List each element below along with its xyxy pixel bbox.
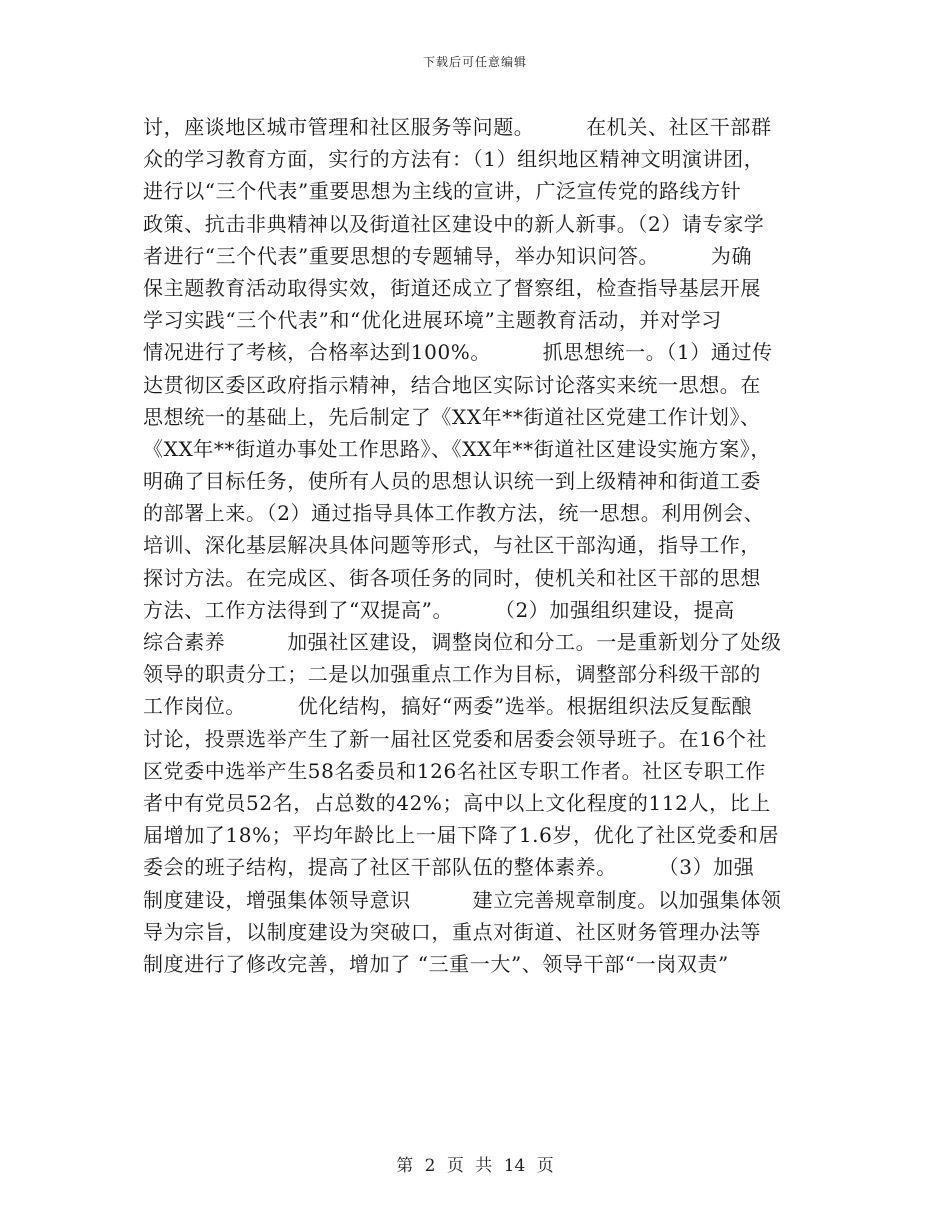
- body-line-5: 者进行“三个代表”重要思想的专题辅导，举办知识问答。 为确: [143, 243, 753, 268]
- body-line-15: 探讨方法。在完成区、街各项任务的同时，使机关和社区干部的思想: [143, 565, 761, 590]
- body-line-3: 进行以“三个代表”重要思想为主线的宣讲，广泛宣传党的路线方针: [143, 179, 742, 204]
- body-line-1: 讨，座谈地区城市管理和社区服务等问题。 在机关、社区干部群: [143, 115, 772, 139]
- body-line-2: 众的学习教育方面，实行的方法有：（1）组织地区精神文明演讲团，: [143, 147, 765, 172]
- body-line-10: 思想统一的基础上，先后制定了《XX年**街道社区党建工作计划》、: [143, 404, 761, 429]
- body-line-23: 届增加了18%；平均年龄比上一届下降了1.6岁，优化了社区党委和居: [143, 823, 780, 848]
- body-line-24: 委会的班子结构，提高了社区干部队伍的整体素养。 （3）加强: [143, 855, 755, 880]
- body-line-14: 培训、深化基层解决具体问题等形式，与社区干部沟通，指导工作，: [143, 533, 761, 558]
- body-line-26: 导为宗旨，以制度建设为突破口，重点对街道、社区财务管理办法等: [143, 919, 761, 944]
- body-line-27: 制度进行了修改完善，增加了 “三重一大”、领导干部“一岗双责”: [143, 951, 729, 976]
- body-line-11: 《XX年**街道办事处工作思路》、《XX年**街道社区建设实施方案》，: [143, 436, 771, 461]
- body-line-21: 区党委中选举产生58名委员和126名社区专职工作者。社区专职工作: [143, 758, 766, 783]
- body-line-13: 的部署上来。（2）通过指导具体工作教方法，统一思想。利用例会、: [143, 501, 765, 526]
- body-line-12: 明确了目标任务，使所有人员的思想认识统一到上级精神和街道工委: [143, 469, 761, 494]
- body-line-20: 讨论，投票选举产生了新一届社区党委和居委会领导班子。在16个社: [143, 726, 768, 751]
- body-line-17: 综合素养 加强社区建设，调整岗位和分工。一是重新划分了处级: [143, 630, 782, 654]
- body-line-25: 制度建设，增强集体领导意识 建立完善规章制度。以加强集体领: [143, 887, 782, 912]
- body-line-6: 保主题教育活动取得实效，街道还成立了督察组，检查指导基层开展: [143, 275, 761, 300]
- body-line-4: 政策、抗击非典精神以及街道社区建设中的新人新事。（2）请专家学: [143, 211, 765, 236]
- body-line-9: 达贯彻区委区政府指示精神，结合地区实际讨论落实来统一思想。在: [143, 372, 761, 397]
- body-line-16: 方法、工作方法得到了“双提高”。 （2）加强组织建设，提高: [143, 597, 735, 622]
- page-footer: 第 2 页 共 14 页: [396, 1156, 554, 1176]
- body-line-22: 者中有党员52名，占总数的42%；高中以上文化程度的112人，比上: [143, 790, 771, 815]
- body-line-19: 工作岗位。 优化结构，搞好“两委”选举。根据组织法反复酝酿: [143, 694, 753, 719]
- document-body: [143, 111, 813, 980]
- body-line-7: 学习实践“三个代表”和“优化进展环境”主题教育活动，并对学习: [143, 308, 722, 333]
- body-line-18: 领导的职责分工；二是以加强重点工作为目标，调整部分科级干部的: [143, 662, 761, 687]
- page-header: 下载后可任意编辑: [422, 55, 527, 69]
- body-line-8: 情况进行了考核，合格率达到100%。 抓思想统一。（1）通过传: [143, 340, 773, 365]
